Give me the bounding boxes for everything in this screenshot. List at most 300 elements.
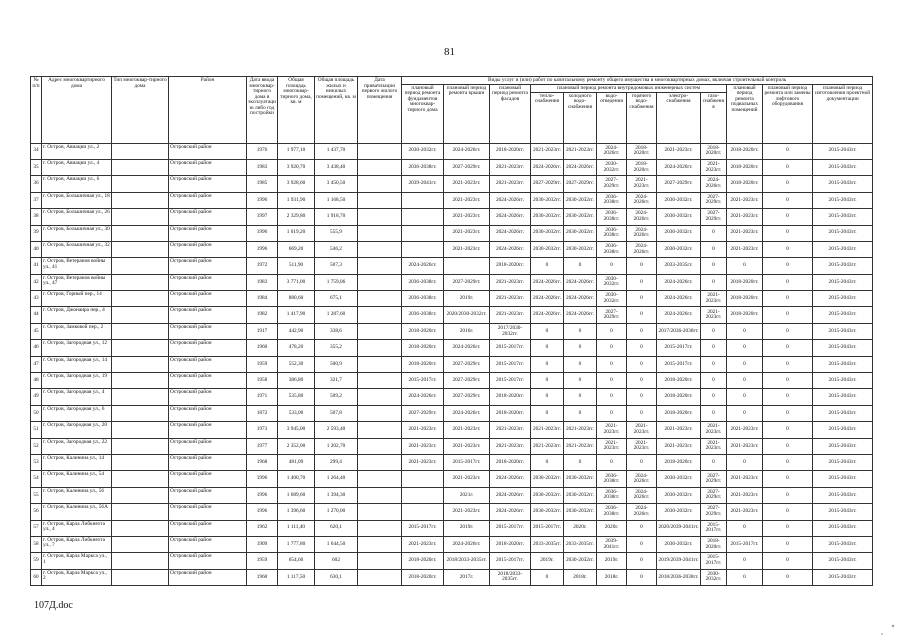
address-cell: г. Остров, Авиации ул., 4 — [42, 159, 112, 175]
electric-cell: 2024-2026гг. — [657, 291, 701, 307]
facade-cell: 2015-2017гг. — [490, 356, 531, 372]
gas-cell: 2021-2023гг. — [701, 422, 727, 438]
foundation-cell: 2036-2038гг. — [402, 307, 444, 323]
heat-cell: 2019г. — [531, 553, 564, 569]
row-number: 35 — [31, 159, 42, 175]
living-area-cell: 620,1 — [315, 520, 358, 536]
elevator-cell: 0 — [763, 291, 813, 307]
electric-cell: 2021-2023гг. — [657, 422, 701, 438]
district-cell: Островский район — [169, 504, 247, 520]
basement-cell: 0 — [727, 454, 763, 470]
address-cell: г. Остров, Загородная ул., 6 — [42, 405, 112, 421]
foundation-cell: 2030-2032гг. — [402, 143, 444, 159]
gas-cell: 2021-2023гг. — [701, 438, 727, 454]
house-type-cell — [112, 143, 169, 159]
cold-water-cell: 2021-2023гг. — [564, 143, 597, 159]
year-cell: 1962 — [247, 520, 278, 536]
living-area-cell: 602 — [315, 553, 358, 569]
district-cell: Островский район — [169, 192, 247, 208]
elevator-cell: 0 — [763, 438, 813, 454]
house-type-cell — [112, 471, 169, 487]
drainage-cell: 2030-2032гг. — [597, 159, 627, 175]
basement-cell: 2021-2023гг. — [727, 438, 763, 454]
table-row — [31, 373, 873, 389]
basement-cell: 0 — [727, 356, 763, 372]
hot-water-cell: 0 — [627, 569, 657, 585]
elevator-cell: 0 — [763, 520, 813, 536]
header-electric: электро-снабжения — [657, 92, 701, 143]
total-area-cell: 1 396,60 — [278, 504, 315, 520]
table-row — [31, 553, 873, 569]
table-row — [31, 569, 873, 585]
facade-cell: 2024-2026гг. — [490, 209, 531, 225]
house-type-cell — [112, 389, 169, 405]
header-num: № п/п — [31, 77, 42, 144]
table-row — [31, 487, 873, 503]
heat-cell: 0 — [531, 454, 564, 470]
table-row — [31, 536, 873, 552]
hot-water-cell: 0 — [627, 536, 657, 552]
house-type-cell — [112, 569, 169, 585]
hot-water-cell: 0 — [627, 356, 657, 372]
gas-cell: 0 — [701, 258, 727, 274]
privatization-cell — [358, 569, 402, 585]
electric-cell: 2015-2017гг. — [657, 340, 701, 356]
house-type-cell — [112, 553, 169, 569]
electric-cell: 2024-2026гг. — [657, 307, 701, 323]
total-area-cell: 1 977,10 — [278, 143, 315, 159]
heat-cell: 2033-2035гг. — [531, 536, 564, 552]
district-cell: Островский район — [169, 520, 247, 536]
facade-cell: 2024-2026гг. — [490, 225, 531, 241]
house-type-cell — [112, 454, 169, 470]
roof-cell: 2021-2023гг. — [444, 504, 490, 520]
header-total-area: Общая площадь многоквар-тирного дома, кв. м — [278, 77, 315, 144]
elevator-cell: 0 — [763, 307, 813, 323]
hot-water-cell: 0 — [627, 553, 657, 569]
row-number: 38 — [31, 209, 42, 225]
gas-cell: 2024-2026гг. — [701, 176, 727, 192]
project-docs-cell: 2015-2043гг. — [813, 143, 873, 159]
roof-cell: 2019г. — [444, 520, 490, 536]
row-number: 58 — [31, 536, 42, 552]
electric-cell: 2017/2036-2038гг. — [657, 323, 701, 339]
project-docs-cell: 2015-2043гг. — [813, 356, 873, 372]
privatization-cell — [358, 520, 402, 536]
electric-cell: 2027-2029гг. — [657, 176, 701, 192]
total-area-cell: 1 117,50 — [278, 569, 315, 585]
table-row — [31, 307, 873, 323]
project-docs-cell: 2015-2043гг. — [813, 487, 873, 503]
cold-water-cell: 0 — [564, 340, 597, 356]
foundation-cell: 2018-2020гг. — [402, 569, 444, 585]
heat-cell: 2024-2026гг. — [531, 307, 564, 323]
hot-water-cell: 0 — [627, 291, 657, 307]
table-row — [31, 520, 873, 536]
table-row — [31, 258, 873, 274]
address-cell: г. Остров, Загородная ул., 12 — [42, 340, 112, 356]
living-area-cell: 507,3 — [315, 258, 358, 274]
roof-cell: 2024-2026гг. — [444, 143, 490, 159]
project-docs-cell: 2015-2043гг. — [813, 209, 873, 225]
electric-cell: 2030-2032гг. — [657, 487, 701, 503]
drainage-cell: 2036-2038гг. — [597, 241, 627, 257]
table-row — [31, 291, 873, 307]
foundation-cell — [402, 241, 444, 257]
district-cell: Островский район — [169, 471, 247, 487]
basement-cell: 2018-2020гг. — [727, 274, 763, 290]
heat-cell: 0 — [531, 569, 564, 585]
year-cell: 1968 — [247, 454, 278, 470]
basement-cell: 2021-2023гг. — [727, 192, 763, 208]
electric-cell: 2024-2026гг. — [657, 274, 701, 290]
foundation-cell: 2036-2038гг. — [402, 291, 444, 307]
cold-water-cell: 0 — [564, 356, 597, 372]
facade-cell: 2024-2026гг. — [490, 471, 531, 487]
project-docs-cell: 2015-2043гг. — [813, 438, 873, 454]
drainage-cell: 2036-2038гг. — [597, 471, 627, 487]
house-type-cell — [112, 225, 169, 241]
basement-cell: 0 — [727, 258, 763, 274]
table-row — [31, 225, 873, 241]
table-row — [31, 192, 873, 208]
hot-water-cell: 0 — [627, 373, 657, 389]
row-number: 51 — [31, 422, 42, 438]
living-area-cell: 546,2 — [315, 241, 358, 257]
elevator-cell: 0 — [763, 225, 813, 241]
drainage-cell: 2021-2023гг. — [597, 438, 627, 454]
drainage-cell: 2027-2029гг. — [597, 307, 627, 323]
roof-cell: 2021-2023гг. — [444, 209, 490, 225]
hot-water-cell: 2021-2023гг. — [627, 176, 657, 192]
foundation-cell: 2021-2023гг. — [402, 422, 444, 438]
foundation-cell — [402, 192, 444, 208]
living-area-cell: 355,2 — [315, 340, 358, 356]
hot-water-cell: 2018-2020гг. — [627, 143, 657, 159]
living-area-cell: 299,4 — [315, 454, 358, 470]
hot-water-cell: 2024-2026гг. — [627, 209, 657, 225]
drainage-cell: 2036-2038гг. — [597, 504, 627, 520]
gas-cell: 0 — [701, 405, 727, 421]
project-docs-cell: 2015-2043гг. — [813, 454, 873, 470]
privatization-cell — [358, 225, 402, 241]
elevator-cell: 0 — [763, 487, 813, 503]
living-area-cell: 675,1 — [315, 291, 358, 307]
elevator-cell: 0 — [763, 389, 813, 405]
project-docs-cell: 2015-2043гг. — [813, 405, 873, 421]
facade-cell: 2015-2017гг. — [490, 553, 531, 569]
elevator-cell: 0 — [763, 356, 813, 372]
cold-water-cell: 2024-2026гг. — [564, 291, 597, 307]
header-project-docs: плановый период изготовления проектной документации — [813, 84, 873, 143]
total-area-cell: 1 931,90 — [278, 192, 315, 208]
address-cell: г. Остров, Джонаира пер., 4 — [42, 307, 112, 323]
house-type-cell — [112, 209, 169, 225]
heat-cell: 2024-2026гг. — [531, 159, 564, 175]
facade-cell: 2015-2017гг. — [490, 373, 531, 389]
cold-water-cell: 0 — [564, 258, 597, 274]
gas-cell: 0 — [701, 373, 727, 389]
privatization-cell — [358, 176, 402, 192]
header-drainage: водо-отведения — [597, 92, 627, 143]
year-cell: 1872 — [247, 405, 278, 421]
total-area-cell: 880,60 — [278, 291, 315, 307]
roof-cell: 2024-2026гг. — [444, 536, 490, 552]
row-number: 43 — [31, 291, 42, 307]
header-elevator: плановый период ремонта или замены лифтового оборудования — [763, 84, 813, 143]
district-cell: Островский район — [169, 291, 247, 307]
scan-speck — [881, 633, 883, 635]
drainage-cell: 0 — [597, 340, 627, 356]
house-type-cell — [112, 422, 169, 438]
heat-cell: 2030-2032гг. — [531, 209, 564, 225]
privatization-cell — [358, 373, 402, 389]
basement-cell: 0 — [727, 553, 763, 569]
basement-cell: 2021-2023гг. — [727, 241, 763, 257]
drainage-cell: 2036-2038гг. — [597, 487, 627, 503]
header-privatization: Дата приватизации первого жилого помещения — [358, 77, 402, 144]
project-docs-cell: 2015-2043гг. — [813, 176, 873, 192]
table-row — [31, 356, 873, 372]
living-area-cell: 507,8 — [315, 405, 358, 421]
project-docs-cell: 2015-2043гг. — [813, 340, 873, 356]
hot-water-cell: 2018-2020гг. — [627, 159, 657, 175]
table-row — [31, 438, 873, 454]
basement-cell: 2018-2020гг. — [727, 307, 763, 323]
heat-cell: 0 — [531, 258, 564, 274]
total-area-cell: 1 111,40 — [278, 520, 315, 536]
total-area-cell: 2 329,80 — [278, 209, 315, 225]
row-number: 60 — [31, 569, 42, 585]
heat-cell: 2015-2017гг. — [531, 520, 564, 536]
address-cell: г. Остров, Карла Либкнехта ул., 4 — [42, 520, 112, 536]
address-cell: г. Остров, Ветеранов войны ул., 41 — [42, 258, 112, 274]
privatization-cell — [358, 422, 402, 438]
year-cell: 1909 — [247, 536, 278, 552]
foundation-cell: 2015-2017гг. — [402, 373, 444, 389]
heat-cell: 2027-2029гг. — [531, 176, 564, 192]
privatization-cell — [358, 405, 402, 421]
table-row — [31, 209, 873, 225]
gas-cell: 2027-2029гг. — [701, 471, 727, 487]
living-area-cell: 500,9 — [315, 356, 358, 372]
drainage-cell: 2036-2038гг. — [597, 192, 627, 208]
heat-cell: 2021-2023гг. — [531, 422, 564, 438]
gas-cell: 0 — [701, 356, 727, 372]
address-cell: г. Остров, Загородная ул., 22 — [42, 438, 112, 454]
facade-cell: 2018-2020гг. — [490, 454, 531, 470]
scan-speck — [892, 625, 894, 627]
living-area-cell: 3 438,40 — [315, 159, 358, 175]
cold-water-cell: 2027-2029гг. — [564, 176, 597, 192]
year-cell: 1982 — [247, 307, 278, 323]
district-cell: Островский район — [169, 274, 247, 290]
privatization-cell — [358, 487, 402, 503]
house-type-cell — [112, 323, 169, 339]
basement-cell: 2018-2020гг. — [727, 176, 763, 192]
basement-cell: 2018-2020гг. — [727, 159, 763, 175]
district-cell: Островский район — [169, 438, 247, 454]
project-docs-cell: 2015-2043гг. — [813, 307, 873, 323]
district-cell: Островский район — [169, 323, 247, 339]
roof-cell: 2021-2023гг. — [444, 225, 490, 241]
header-works-group: Виды услуг и (или) работ по капитальному ремонту общего имущества в многоквартирных домах, включая строительный контроль — [402, 77, 873, 85]
header-living-area: Общая площадь жилых и нежилых помещений, кв. м — [315, 77, 358, 144]
address-cell: г. Остров, Большичная ул., 32 — [42, 241, 112, 257]
address-cell: г. Остров, Калинина ул., 56 — [42, 487, 112, 503]
foundation-cell: 2021-2023гг. — [402, 536, 444, 552]
privatization-cell — [358, 536, 402, 552]
foundation-cell: 2015-2017гг. — [402, 520, 444, 536]
total-area-cell: 3 945,00 — [278, 422, 315, 438]
row-number: 46 — [31, 340, 42, 356]
project-docs-cell: 2015-2043гг. — [813, 373, 873, 389]
total-area-cell: 3 920,70 — [278, 159, 315, 175]
year-cell: 1960 — [247, 340, 278, 356]
cold-water-cell: 2030-2032гг. — [564, 192, 597, 208]
drainage-cell: 2024-2026гг. — [597, 143, 627, 159]
total-area-cell: 511,90 — [278, 258, 315, 274]
heat-cell: 2024-2026гг. — [531, 274, 564, 290]
project-docs-cell: 2015-2043гг. — [813, 225, 873, 241]
header-roof: плановый период ремонта крыши — [444, 84, 490, 143]
facade-cell: 2021-2023гг. — [490, 176, 531, 192]
cold-water-cell: 0 — [564, 323, 597, 339]
hot-water-cell: 0 — [627, 454, 657, 470]
project-docs-cell: 2015-2043гг. — [813, 569, 873, 585]
address-cell: г. Остров, Большичная ул., 30 — [42, 225, 112, 241]
year-cell: 1959 — [247, 553, 278, 569]
elevator-cell: 0 — [763, 176, 813, 192]
drainage-cell: 2027-2029гг. — [597, 176, 627, 192]
house-type-cell — [112, 340, 169, 356]
electric-cell: 2030-2032гг. — [657, 225, 701, 241]
electric-cell: 2020/2039-2041гг. — [657, 520, 701, 536]
cold-water-cell: 2024-2026гг. — [564, 307, 597, 323]
elevator-cell: 0 — [763, 323, 813, 339]
header-cold-water: холодного водо-снабжения — [564, 92, 597, 143]
foundation-cell: 2021-2023гг. — [402, 454, 444, 470]
gas-cell: 2021-2023гг. — [701, 159, 727, 175]
row-number: 42 — [31, 274, 42, 290]
gas-cell: 2027-2029гг. — [701, 487, 727, 503]
project-docs-cell: 2015-2043гг. — [813, 241, 873, 257]
district-cell: Островский район — [169, 454, 247, 470]
total-area-cell: 1 417,90 — [278, 307, 315, 323]
facade-cell: 2021-2023гг. — [490, 291, 531, 307]
living-area-cell: 1 437,70 — [315, 143, 358, 159]
total-area-cell: 1 689,60 — [278, 487, 315, 503]
foundation-cell: 2036-2038гг. — [402, 159, 444, 175]
basement-cell: 0 — [727, 340, 763, 356]
project-docs-cell: 2015-2043гг. — [813, 159, 873, 175]
privatization-cell — [358, 307, 402, 323]
hot-water-cell: 0 — [627, 323, 657, 339]
facade-cell: 2018-2020гг. — [490, 143, 531, 159]
district-cell: Островский район — [169, 258, 247, 274]
basement-cell: 0 — [727, 389, 763, 405]
row-number: 49 — [31, 389, 42, 405]
privatization-cell — [358, 504, 402, 520]
row-number: 40 — [31, 241, 42, 257]
header-year: Дата ввода многоквар-тирного дома в эксплуатацию либо год постройки — [247, 77, 278, 144]
drainage-cell: 2036-2038гг. — [597, 209, 627, 225]
electric-cell: 2018-2020гг. — [657, 405, 701, 421]
foundation-cell — [402, 471, 444, 487]
heat-cell: 2030-2032гг. — [531, 487, 564, 503]
project-docs-cell: 2015-2043гг. — [813, 536, 873, 552]
electric-cell: 2030-2032гг. — [657, 241, 701, 257]
header-facade: плановый период ремонта фасадов — [490, 84, 531, 143]
elevator-cell: 0 — [763, 159, 813, 175]
district-cell: Островский район — [169, 307, 247, 323]
row-number: 41 — [31, 258, 42, 274]
table-row — [31, 389, 873, 405]
year-cell: 1996 — [247, 225, 278, 241]
gas-cell: 2021-2023гг. — [701, 307, 727, 323]
heat-cell: 0 — [531, 373, 564, 389]
table-row — [31, 159, 873, 175]
header-heat: тепло-снабжения — [531, 92, 564, 143]
repair-schedule-table — [30, 76, 873, 586]
living-area-cell: 1 287,60 — [315, 307, 358, 323]
electric-cell: 2030-2032гг. — [657, 536, 701, 552]
foundation-cell — [402, 487, 444, 503]
hot-water-cell: 2024-2026гг. — [627, 487, 657, 503]
roof-cell: 2021-2023гг. — [444, 422, 490, 438]
total-area-cell: 2 352,00 — [278, 438, 315, 454]
facade-cell: 2024-2026гг. — [490, 504, 531, 520]
gas-cell: 0 — [701, 274, 727, 290]
cold-water-cell: 2030-2032гг. — [564, 487, 597, 503]
electric-cell: 2021-2023гг. — [657, 143, 701, 159]
year-cell: 1996 — [247, 504, 278, 520]
header-address: Адрес многоквартирного дома — [42, 77, 112, 144]
electric-cell: 2015-2017гг. — [657, 356, 701, 372]
house-type-cell — [112, 307, 169, 323]
cold-water-cell: 2030-2032гг. — [564, 241, 597, 257]
roof-cell: 2021г. — [444, 487, 490, 503]
house-type-cell — [112, 405, 169, 421]
living-area-cell: 338,6 — [315, 323, 358, 339]
address-cell: г. Остров, Загородная ул., 14 — [42, 356, 112, 372]
facade-cell: 2024-2026гг. — [490, 192, 531, 208]
basement-cell: 2021-2023гг. — [727, 471, 763, 487]
electric-cell: 2030-2032гг. — [657, 192, 701, 208]
facade-cell: 2018-2020гг. — [490, 258, 531, 274]
living-area-cell: 555,9 — [315, 225, 358, 241]
project-docs-cell: 2015-2043гг. — [813, 323, 873, 339]
privatization-cell — [358, 340, 402, 356]
cold-water-cell: 2030-2032гг. — [564, 504, 597, 520]
house-type-cell — [112, 373, 169, 389]
year-cell: 1983 — [247, 159, 278, 175]
drainage-cell: 2020г. — [597, 520, 627, 536]
living-area-cell: 321,7 — [315, 373, 358, 389]
gas-cell: 2015-2017гг. — [701, 553, 727, 569]
project-docs-cell: 2015-2043гг. — [813, 291, 873, 307]
gas-cell: 2015-2017гг. — [701, 520, 727, 536]
row-number: 55 — [31, 487, 42, 503]
table-row — [31, 241, 873, 257]
project-docs-cell: 2015-2043гг. — [813, 520, 873, 536]
roof-cell: 2027-2029гг. — [444, 373, 490, 389]
district-cell: Островский район — [169, 553, 247, 569]
basement-cell: 0 — [727, 520, 763, 536]
basement-cell: 2021-2023гг. — [727, 422, 763, 438]
house-type-cell — [112, 487, 169, 503]
facade-cell: 2021-2023гг. — [490, 307, 531, 323]
